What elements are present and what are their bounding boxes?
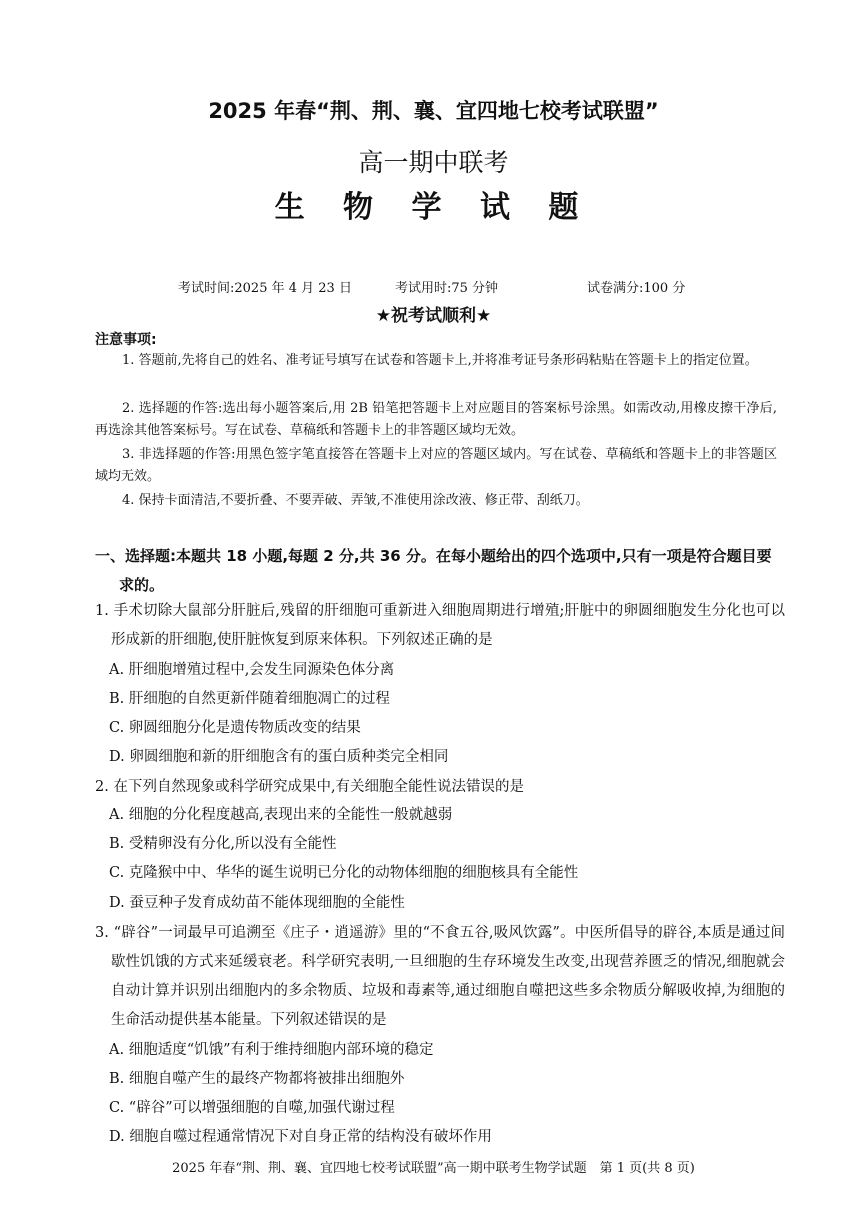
- notice-item: 3. 非选择题的作答:用黑色签字笔直接答在答题卡上对应的答题区域内。写在试卷、草稿纸和答题卡上的非答题区域均无效。: [95, 447, 777, 484]
- exam-full-score: 试卷满分:100 分: [587, 281, 686, 296]
- question-1-option-b: B. 肝细胞的自然更新伴随着细胞凋亡的过程: [109, 691, 390, 707]
- exam-title: 2025 年春“荆、荆、襄、宜四地七校考试联盟”: [208, 99, 659, 123]
- question-2-option-d: D. 蚕豆种子发育成幼苗不能体现细胞的全能性: [109, 895, 405, 911]
- question-3-stem: 3. “辟谷”一词最早可追溯至《庄子・逍遥游》里的“不食五谷,吸风饮露”。中医所倡导的辟谷,本质是通过间歇性饥饿的方式来延缓衰老。科学研究表明,一旦细胞的生存环境发生改变,出现营养匮乏的情况,细胞就会自动计算并识别出细胞内的多余物质、垃圾和毒素等,通过细胞自噬把这些多余物质分解吸收掉,为细胞的生命活动提供基本能量。下列叙述错误的是: [95, 925, 785, 1028]
- section-heading: [95, 542, 785, 600]
- notice-item: 4. 保持卡面清洁,不要折叠、不要弄破、弄皱,不准使用涂改液、修正带、刮纸刀。: [122, 493, 589, 508]
- question-2-option-b: B. 受精卵没有分化,所以没有全能性: [109, 836, 337, 852]
- subject-title: 生 物 学 试 题: [274, 190, 593, 225]
- exam-subtitle: 高一期中联考: [358, 148, 509, 177]
- section-heading-line: 一、选择题:本题共 18 小题,每题 2 分,共 36 分。在每小题给出的四个选项中,只有一项是符合题目要: [95, 547, 772, 565]
- notice-heading: 注意事项:: [95, 332, 157, 348]
- notice-item: 1. 答题前,先将自己的姓名、准考证号填写在试卷和答题卡上,并将准考证号条形码粘贴在答题卡上的指定位置。: [122, 353, 758, 368]
- question-2-option-c: C. 克隆猴中中、华华的诞生说明已分化的动物体细胞的细胞核具有全能性: [109, 865, 579, 881]
- question-3-option-c: C. “辟谷”可以增强细胞的自噬,加强代谢过程: [109, 1100, 395, 1116]
- question-1-option-d: D. 卵圆细胞和新的肝细胞含有的蛋白质种类完全相同: [109, 749, 449, 765]
- page-footer: 2025 年春“荆、荆、襄、宜四地七校考试联盟”高一期中联考生物学试题 第 1 页(共 8 页): [172, 1161, 695, 1176]
- question-3-option-d: D. 细胞自噬过程通常情况下对自身正常的结构没有破坏作用: [109, 1129, 492, 1145]
- question-2-option-a: A. 细胞的分化程度越高,表现出来的全能性一般就越弱: [109, 807, 453, 823]
- question-3-option-b: B. 细胞自噬产生的最终产物都将被排出细胞外: [109, 1071, 405, 1087]
- exam-duration: 考试用时:75 分钟: [395, 281, 499, 296]
- notice-item: 2. 选择题的作答:选出每小题答案后,用 2B 铅笔把答题卡上对应题目的答案标号涂黑。如需改动,用橡皮擦干净后,再选涂其他答案标号。写在试卷、草稿纸和答题卡上的非答题区域均无效。: [95, 401, 777, 438]
- question-1-option-a: A. 肝细胞增殖过程中,会发生同源染色体分离: [109, 662, 395, 678]
- question-1-stem: 1. 手术切除大鼠部分肝脏后,残留的肝细胞可重新进入细胞周期进行增殖;肝脏中的卵圆细胞发生分化也可以形成新的肝细胞,使肝脏恢复到原来体积。下列叙述正确的是: [95, 603, 785, 648]
- question-3-option-a: A. 细胞适度“饥饿”有利于维持细胞内部环境的稳定: [109, 1042, 434, 1058]
- question-2-stem: 2. 在下列自然现象或科学研究成果中,有关细胞全能性说法错误的是: [95, 779, 525, 795]
- question-1-option-c: C. 卵圆细胞分化是遗传物质改变的结果: [109, 720, 361, 736]
- exam-time: 考试时间:2025 年 4 月 23 日: [178, 281, 352, 296]
- good-luck-banner: ★祝考试顺利★: [375, 306, 492, 326]
- section-heading-line: 求的。: [119, 576, 165, 594]
